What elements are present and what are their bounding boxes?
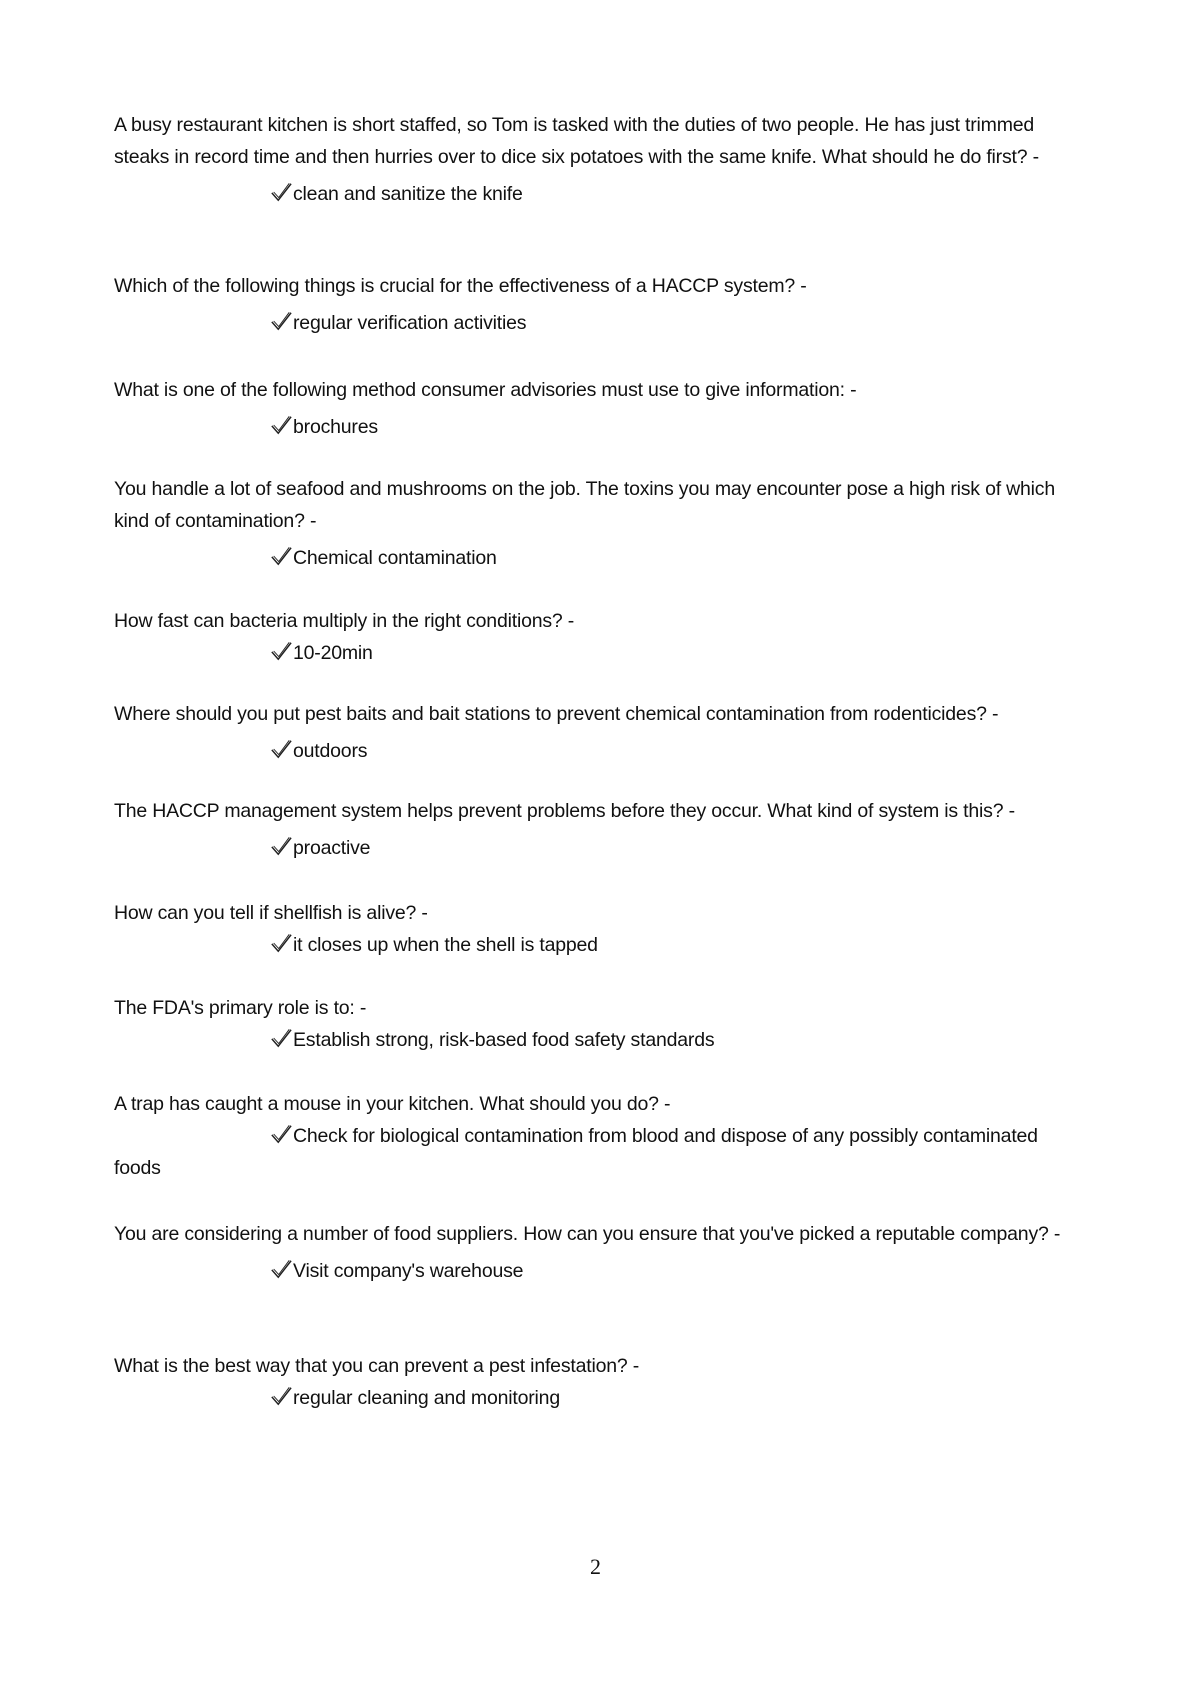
question-text: You handle a lot of seafood and mushrooms on the job. The toxins you may encounter pose a high risk of which kind of contamination? - — [114, 478, 1056, 532]
answer-text: 10-20min — [293, 642, 373, 664]
answer-text: Establish strong, risk-based food safety standards — [293, 1029, 715, 1051]
question-text: A busy restaurant kitchen is short staffed, so Tom is tasked with the duties of two people. He has just trimmed steaks in record time and then hurries over to dice six potatoes with the same knife. What should he do first? - — [114, 114, 1039, 168]
checkmark-icon — [270, 932, 292, 954]
page-number: 2 — [590, 1554, 601, 1579]
answer-line — [114, 929, 1074, 961]
qa-item — [114, 795, 1074, 864]
answer-line — [114, 542, 1074, 574]
answer-text: regular cleaning and monitoring — [293, 1387, 560, 1409]
answer-line — [114, 1024, 1074, 1056]
qa-item — [114, 473, 1074, 574]
answer-text: Check for biological contamination from blood and dispose of any possibly contaminated foods — [114, 1125, 1038, 1179]
answer-line — [114, 637, 1074, 669]
question-text: What is the best way that you can prevent a pest infestation? - — [114, 1355, 640, 1377]
checkmark-icon — [270, 414, 292, 436]
answer-text: Visit company's warehouse — [293, 1260, 524, 1282]
checkmark-icon — [270, 181, 292, 203]
answer-text: outdoors — [293, 740, 368, 762]
checkmark-icon — [270, 835, 292, 857]
answer-line — [114, 735, 1074, 767]
question-text: You are considering a number of food suppliers. How can you ensure that you've picked a reputable company? - — [114, 1223, 1061, 1245]
answer-line — [114, 832, 1074, 864]
qa-item — [114, 109, 1074, 210]
answer-text: it closes up when the shell is tapped — [293, 934, 598, 956]
question-text: The FDA's primary role is to: - — [114, 997, 367, 1019]
answer-text: brochures — [293, 416, 378, 438]
checkmark-icon — [270, 640, 292, 662]
question-text: A trap has caught a mouse in your kitchen. What should you do? - — [114, 1093, 671, 1115]
checkmark-icon — [270, 545, 292, 567]
answer-line — [114, 1382, 1074, 1414]
answer-line — [114, 307, 1074, 339]
checkmark-icon — [270, 1258, 292, 1280]
answer-text: clean and sanitize the knife — [293, 183, 523, 205]
checkmark-icon — [270, 1123, 292, 1145]
question-text: How fast can bacteria multiply in the right conditions? - — [114, 610, 575, 632]
answer-line — [114, 178, 1074, 210]
question-text: Which of the following things is crucial for the effectiveness of a HACCP system? - — [114, 275, 807, 297]
checkmark-icon — [270, 1027, 292, 1049]
checkmark-icon — [270, 310, 292, 332]
checkmark-icon — [270, 1385, 292, 1407]
question-text: Where should you put pest baits and bait stations to prevent chemical contamination from rodenticides? - — [114, 703, 999, 725]
qa-item — [114, 698, 1074, 767]
qa-item — [114, 992, 1074, 1056]
question-text: The HACCP management system helps prevent problems before they occur. What kind of system is this? - — [114, 800, 1015, 822]
qa-item — [114, 1218, 1074, 1287]
answer-line — [114, 1120, 1074, 1184]
answer-text: proactive — [293, 837, 371, 859]
question-text: What is one of the following method consumer advisories must use to give information: - — [114, 379, 857, 401]
answer-line — [114, 411, 1074, 443]
qa-item — [114, 1088, 1074, 1184]
question-text: How can you tell if shellfish is alive? - — [114, 902, 428, 924]
qa-item — [114, 897, 1074, 961]
qa-item — [114, 605, 1074, 669]
checkmark-icon — [270, 738, 292, 760]
qa-item — [114, 374, 1074, 443]
qa-item — [114, 1350, 1074, 1414]
qa-item — [114, 270, 1074, 339]
answer-text: regular verification activities — [293, 312, 527, 334]
answer-text: Chemical contamination — [293, 547, 497, 569]
answer-line — [114, 1255, 1074, 1287]
